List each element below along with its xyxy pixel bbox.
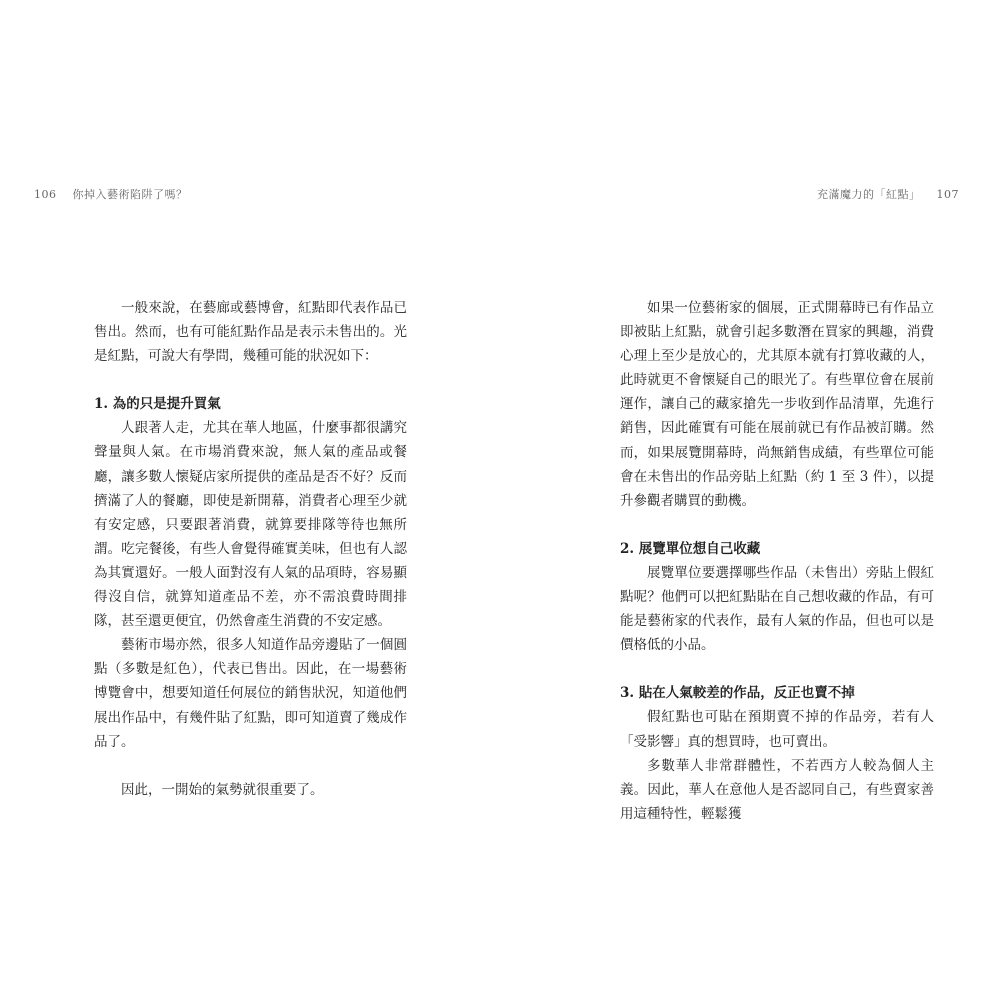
section-heading: 3. 貼在人氣較差的作品，反正也賣不掉: [620, 685, 855, 702]
paragraph-gap: [620, 657, 934, 681]
left-body-text: [94, 296, 407, 802]
right-page: [500, 0, 1000, 1000]
paragraph-gap: [94, 368, 407, 392]
right-body-text: [620, 296, 934, 826]
paragraph-gap: [620, 513, 934, 537]
left-running-header: [34, 186, 188, 202]
paragraph: 多數華人非常群體性，不若西方人較為個人主義。因此，華人在意他人是否認同自己，有些賣家善用這種特性，輕鬆獲: [620, 757, 934, 822]
paragraph-gap: [94, 754, 407, 778]
left-page-number: 106: [34, 188, 57, 201]
left-running-title: 你掉入藝術陷阱了嗎？: [72, 188, 188, 201]
paragraph: 藝術市場亦然，很多人知道作品旁邊貼了一個圓點（多數是紅色），代表已售出。因此，在一場藝術博覽會中，想要知道任何展位的銷售狀況，知道他們展出作品中，有幾件貼了紅點，即可知道賣了幾成作品了。: [94, 637, 407, 750]
right-running-title: 充滿魔力的「紅點」: [817, 188, 921, 201]
paragraph: 假紅點也可貼在預期賣不掉的作品旁，若有人「受影響」真的想買時，也可賣出。: [620, 709, 934, 750]
paragraph: 如果一位藝術家的個展，正式開幕時已有作品立即被貼上紅點，就會引起多數潛在買家的興趣，消費心理上至少是放心的，尤其原本就有打算收藏的人，此時就更不會懷疑自己的眼光了。有些單位會在展前運作，讓自己的藏家搶先一步收到作品清單，先進行銷售，因此確實有可能在展前就已有作品被訂購。然而，如果展覽開幕時，尚無銷售成績，有些單位可能會在未售出的作品旁貼上紅點（約 1 至 3 件），以提升參觀者購買的動機。: [620, 300, 934, 509]
paragraph: 人跟著人走，尤其在華人地區，什麼事都很講究聲量與人氣。在市場消費來說，無人氣的產品或餐廳，讓多數人懷疑店家所提供的產品是否不好？反而擠滿了人的餐廳，即使是新開幕，消費者心理至少就有安定感，只要跟著消費，就算要排隊等待也無所謂。吃完餐後，有些人會覺得確實美味，但也有人認為其實還好。一般人面對沒有人氣的品項時，容易顯得沒自信，就算知道產品不差，亦不需浪費時間排隊，甚至還更便宜，仍然會產生消費的不安定感。: [94, 420, 407, 630]
paragraph: 展覽單位要選擇哪些作品（未售出）旁貼上假紅點呢？他們可以把紅點貼在自己想收藏的作品，有可能是藝術家的代表作，最有人氣的作品，但也可以是價格低的小品。: [620, 564, 934, 654]
paragraph: 因此，一開始的氣勢就很重要了。: [121, 781, 324, 798]
section-heading: 2. 展覽單位想自己收藏: [620, 540, 761, 557]
section-heading: 1. 為的只是提升買氣: [94, 396, 221, 413]
right-running-header: [817, 186, 959, 202]
paragraph: 一般來說，在藝廊或藝博會，紅點即代表作品已售出。然而，也有可能紅點作品是表示未售出的。光是紅點，可說大有學問，幾種可能的狀況如下：: [94, 300, 407, 365]
right-page-number: 107: [936, 188, 959, 201]
